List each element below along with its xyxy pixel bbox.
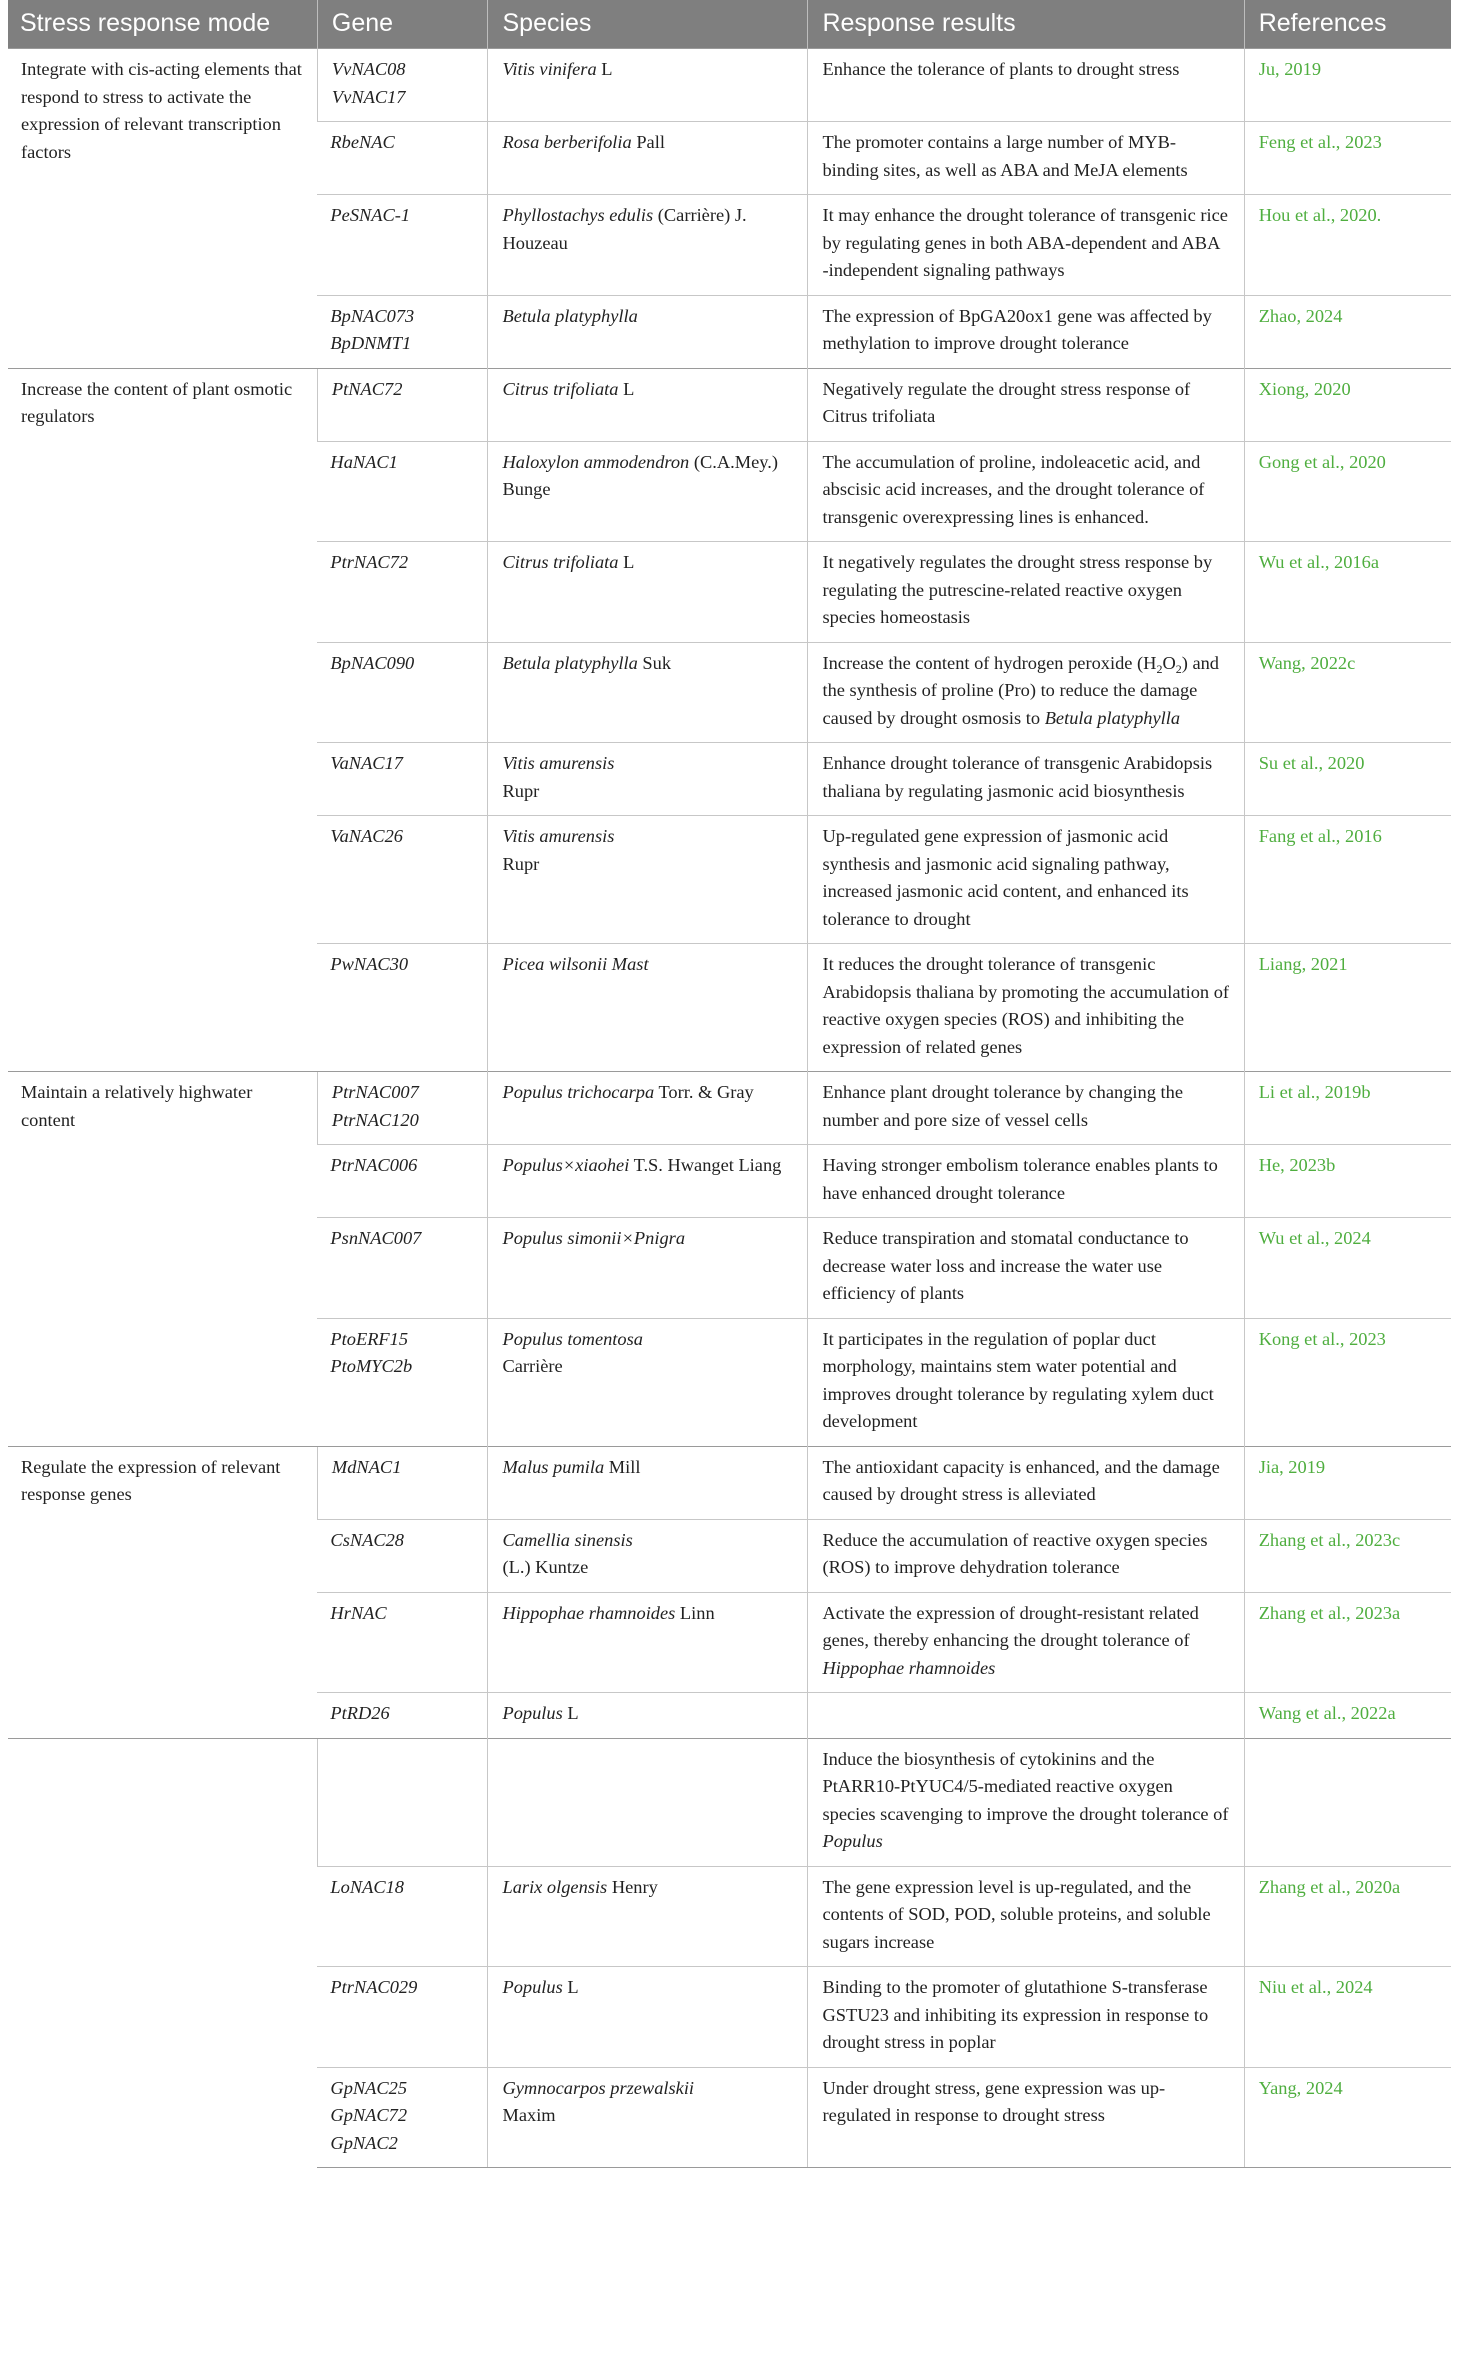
gene-cell: MdNAC1: [317, 1446, 488, 1519]
species-cell: Vitis vinifera L: [488, 49, 808, 122]
gene-cell: HaNAC1: [317, 441, 488, 542]
gene-cell: PtrNAC006: [317, 1145, 488, 1218]
gene-cell: HrNAC: [317, 1592, 488, 1693]
reference-link[interactable]: Zhang et al., 2023c: [1244, 1519, 1451, 1592]
gene-cell: VaNAC17: [317, 743, 488, 816]
result-cell: Up-regulated gene expression of jasmonic acid synthesis and jasmonic acid signaling pathway, increased jasmonic acid content, and enhanced its tolerance to drought: [808, 816, 1244, 944]
result-cell: [808, 1693, 1244, 1739]
gene-cell: PeSNAC-1: [317, 195, 488, 296]
result-cell: Under drought stress, gene expression was up-regulated in response to drought stress: [808, 2067, 1244, 2168]
reference-link[interactable]: Niu et al., 2024: [1244, 1967, 1451, 2068]
gene-cell: [317, 1738, 488, 1866]
gene-cell: PtRD26: [317, 1693, 488, 1739]
reference-link[interactable]: Yang, 2024: [1244, 2067, 1451, 2168]
reference-link[interactable]: Wu et al., 2016a: [1244, 542, 1451, 643]
gene-cell: PtrNAC72: [317, 542, 488, 643]
result-cell: Negatively regulate the drought stress response of Citrus trifoliata: [808, 368, 1244, 441]
header-result: Response results: [808, 0, 1244, 49]
species-cell: Picea wilsonii Mast: [488, 944, 808, 1072]
species-cell: Betula platyphylla: [488, 295, 808, 368]
result-cell: Binding to the promoter of glutathione S-transferase GSTU23 and inhibiting its expression in response to drought stress in poplar: [808, 1967, 1244, 2068]
gene-cell: PtrNAC007 PtrNAC120: [317, 1072, 488, 1145]
gene-cell: VaNAC26: [317, 816, 488, 944]
header-gene: Gene: [317, 0, 488, 49]
gene-cell: PwNAC30: [317, 944, 488, 1072]
species-cell: Vitis amurensis Rupr: [488, 743, 808, 816]
result-cell: Activate the expression of drought-resistant related genes, thereby enhancing the drought tolerance of Hippophae rhamnoides: [808, 1592, 1244, 1693]
reference-link[interactable]: Li et al., 2019b: [1244, 1072, 1451, 1145]
gene-cell: GpNAC25 GpNAC72 GpNAC2: [317, 2067, 488, 2168]
gene-cell: LoNAC18: [317, 1866, 488, 1967]
reference-link[interactable]: Zhang et al., 2020a: [1244, 1866, 1451, 1967]
gene-cell: PtrNAC029: [317, 1967, 488, 2068]
gene-cell: CsNAC28: [317, 1519, 488, 1592]
reference-link[interactable]: [1244, 1738, 1451, 1866]
result-cell: It may enhance the drought tolerance of transgenic rice by regulating genes in both ABA-dependent and ABA -independent signaling pathways: [808, 195, 1244, 296]
result-cell: It participates in the regulation of poplar duct morphology, maintains stem water potential and improves drought tolerance by regulating xylem duct development: [808, 1318, 1244, 1446]
result-cell: Enhance the tolerance of plants to drought stress: [808, 49, 1244, 122]
species-cell: [488, 1738, 808, 1866]
gene-cell: PsnNAC007: [317, 1218, 488, 1319]
reference-link[interactable]: Hou et al., 2020.: [1244, 195, 1451, 296]
gene-cell: VvNAC08 VvNAC17: [317, 49, 488, 122]
result-cell: Having stronger embolism tolerance enables plants to have enhanced drought tolerance: [808, 1145, 1244, 1218]
result-cell: Enhance drought tolerance of transgenic Arabidopsis thaliana by regulating jasmonic acid biosynthesis: [808, 743, 1244, 816]
reference-link[interactable]: He, 2023b: [1244, 1145, 1451, 1218]
table-body: [8, 49, 1451, 2168]
species-cell: Gymnocarpos przewalskii Maxim: [488, 2067, 808, 2168]
species-cell: Populus L: [488, 1967, 808, 2068]
drought-stress-table: [8, 0, 1451, 2168]
species-cell: Citrus trifoliata L: [488, 368, 808, 441]
reference-link[interactable]: Gong et al., 2020: [1244, 441, 1451, 542]
mode-cell: Maintain a relatively highwater content: [8, 1072, 317, 1447]
reference-link[interactable]: Jia, 2019: [1244, 1446, 1451, 1519]
gene-cell: RbeNAC: [317, 122, 488, 195]
result-cell: Increase the content of hydrogen peroxide $(H_2O_2)$ and the synthesis of proline (Pro) to reduce the damage caused by drought osmosis to Betula platyphylla: [808, 642, 1244, 743]
species-cell: Populus simonii×Pnigra: [488, 1218, 808, 1319]
species-cell: Vitis amurensis Rupr: [488, 816, 808, 944]
reference-link[interactable]: Xiong, 2020: [1244, 368, 1451, 441]
gene-cell: PtoERF15 PtoMYC2b: [317, 1318, 488, 1446]
result-cell: It negatively regulates the drought stress response by regulating the putrescine-related reactive oxygen species homeostasis: [808, 542, 1244, 643]
header-species: Species: [488, 0, 808, 49]
reference-link[interactable]: Liang, 2021: [1244, 944, 1451, 1072]
species-cell: Citrus trifoliata L: [488, 542, 808, 643]
table-row: [8, 1738, 1451, 1866]
reference-link[interactable]: Ju, 2019: [1244, 49, 1451, 122]
reference-link[interactable]: Wang, 2022c: [1244, 642, 1451, 743]
species-cell: Hippophae rhamnoides Linn: [488, 1592, 808, 1693]
result-cell: The expression of BpGA20ox1 gene was affected by methylation to improve drought tolerance: [808, 295, 1244, 368]
reference-link[interactable]: Zhang et al., 2023a: [1244, 1592, 1451, 1693]
gene-cell: BpNAC073 BpDNMT1: [317, 295, 488, 368]
table-header-row: [8, 0, 1451, 49]
mode-cell: [8, 1738, 317, 2168]
header-mode: Stress response mode: [8, 0, 317, 49]
reference-link[interactable]: Zhao, 2024: [1244, 295, 1451, 368]
species-cell: Malus pumila Mill: [488, 1446, 808, 1519]
species-cell: Betula platyphylla Suk: [488, 642, 808, 743]
gene-cell: BpNAC090: [317, 642, 488, 743]
result-cell: Reduce the accumulation of reactive oxygen species (ROS) to improve dehydration tolerance: [808, 1519, 1244, 1592]
result-cell: It reduces the drought tolerance of transgenic Arabidopsis thaliana by promoting the accumulation of reactive oxygen species (ROS) and inhibiting the expression of related genes: [808, 944, 1244, 1072]
species-cell: Haloxylon ammodendron (C.A.Mey.) Bunge: [488, 441, 808, 542]
result-cell: The accumulation of proline, indoleacetic acid, and abscisic acid increases, and the drought tolerance of transgenic overexpressing lines is enhanced.: [808, 441, 1244, 542]
species-cell: Larix olgensis Henry: [488, 1866, 808, 1967]
reference-link[interactable]: Wang et al., 2022a: [1244, 1693, 1451, 1739]
species-cell: Camellia sinensis (L.) Kuntze: [488, 1519, 808, 1592]
result-cell: Induce the biosynthesis of cytokinins and the PtARR10-PtYUC4/5-mediated reactive oxygen species scavenging to improve the drought tolerance of Populus: [808, 1738, 1244, 1866]
table-row: [8, 49, 1451, 122]
result-cell: Enhance plant drought tolerance by changing the number and pore size of vessel cells: [808, 1072, 1244, 1145]
table-row: [8, 1072, 1451, 1145]
species-cell: Phyllostachys edulis (Carrière) J. Houzeau: [488, 195, 808, 296]
mode-cell: Regulate the expression of relevant response genes: [8, 1446, 317, 1738]
species-cell: Rosa berberifolia Pall: [488, 122, 808, 195]
reference-link[interactable]: Kong et al., 2023: [1244, 1318, 1451, 1446]
table-row: [8, 368, 1451, 441]
species-cell: Populus×xiaohei T.S. Hwanget Liang: [488, 1145, 808, 1218]
table-row: [8, 1446, 1451, 1519]
reference-link[interactable]: Feng et al., 2023: [1244, 122, 1451, 195]
mode-cell: Increase the content of plant osmotic regulators: [8, 368, 317, 1072]
reference-link[interactable]: Su et al., 2020: [1244, 743, 1451, 816]
result-cell: Reduce transpiration and stomatal conductance to decrease water loss and increase the water use efficiency of plants: [808, 1218, 1244, 1319]
species-cell: Populus trichocarpa Torr. & Gray: [488, 1072, 808, 1145]
reference-link[interactable]: Wu et al., 2024: [1244, 1218, 1451, 1319]
mode-cell: Integrate with cis-acting elements that respond to stress to activate the expression of relevant transcription factors: [8, 49, 317, 369]
header-ref: References: [1244, 0, 1451, 49]
result-cell: The antioxidant capacity is enhanced, and the damage caused by drought stress is alleviated: [808, 1446, 1244, 1519]
result-cell: The gene expression level is up-regulated, and the contents of SOD, POD, soluble proteins, and soluble sugars increase: [808, 1866, 1244, 1967]
species-cell: Populus L: [488, 1693, 808, 1739]
gene-cell: PtNAC72: [317, 368, 488, 441]
species-cell: Populus tomentosa Carrière: [488, 1318, 808, 1446]
result-cell: The promoter contains a large number of MYB-binding sites, as well as ABA and MeJA elements: [808, 122, 1244, 195]
reference-link[interactable]: Fang et al., 2016: [1244, 816, 1451, 944]
